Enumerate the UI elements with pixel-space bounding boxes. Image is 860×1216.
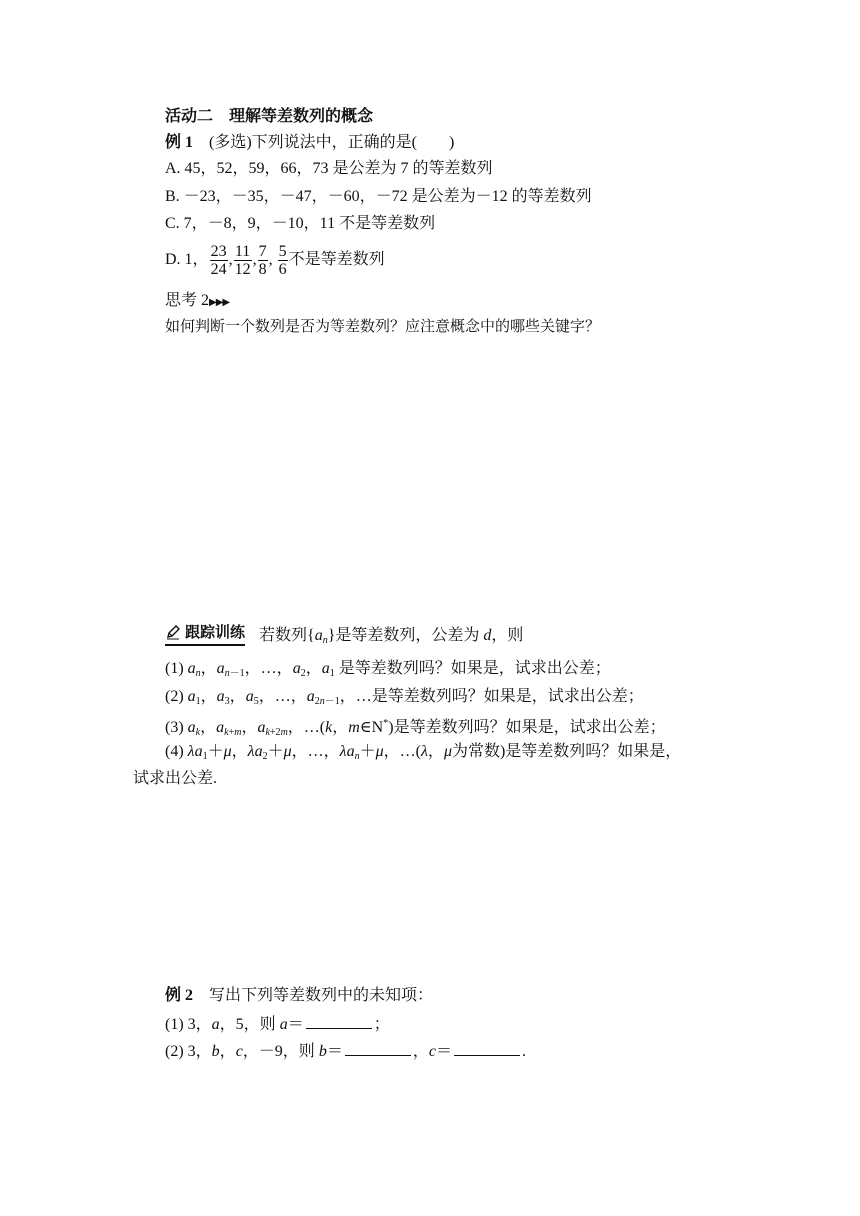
think2-question: 如何判断一个数列是否为等差数列？应注意概念中的哪些关键字？ bbox=[165, 317, 601, 335]
practice-q4: (4) $\lambda a_1+\mu$，$\lambda a_2+\mu$，…，$\lambda a_n+\mu$，…(λ，μ为常数)是等差数列吗？如果是， bbox=[165, 743, 682, 762]
practice-badge-label: 跟踪训练 bbox=[185, 623, 246, 641]
example1-option-b: B. －23，－35，－47，－60，－72 是公差为－12 的等差数列 bbox=[165, 188, 592, 205]
fraction: $\frac{11}{12}$ bbox=[234, 242, 251, 278]
triangle-arrows-icon: ▶▶▶ bbox=[209, 297, 230, 308]
option-d-suffix: 不是等差数列 bbox=[288, 251, 385, 268]
pencil-icon bbox=[165, 624, 181, 640]
practice-badge bbox=[165, 621, 245, 646]
practice-intro-text: 若数列{ bbox=[259, 627, 315, 644]
practice-q4-line2: 试求出公差. bbox=[133, 770, 218, 787]
activity-title: 活动二 理解等差数列的概念 bbox=[165, 108, 374, 125]
practice-q2: (2) $a_1$，$a_3$，$a_5$，…，$a_{2n-1}$，…是等差数列吗？如果是，试求出公差； bbox=[165, 688, 644, 707]
think2-heading bbox=[165, 290, 229, 314]
practice-intro-text: ，则 bbox=[491, 627, 524, 644]
example2-label: 例 2 bbox=[165, 987, 194, 1004]
example1-option-c: C. 7，－8，9，－10，11 不是等差数列 bbox=[165, 215, 436, 232]
answer-blank[interactable] bbox=[454, 1039, 520, 1056]
example1-option-a: A. 45，52，59，66，73 是公差为 7 的等差数列 bbox=[165, 160, 493, 177]
answer-blank[interactable] bbox=[306, 1012, 372, 1029]
option-d-prefix: D. 1， bbox=[165, 251, 209, 268]
fraction: $\frac{5}{6}$ bbox=[278, 242, 287, 278]
practice-intro: 跟踪训练 若数列$\{a_n\}$是等差数列，公差为 d，则 bbox=[165, 621, 523, 652]
answer-blank[interactable] bbox=[345, 1039, 411, 1056]
think2-label: 思考 2 bbox=[165, 292, 210, 309]
practice-intro-text: }是等差数列，公差为 bbox=[327, 627, 484, 644]
example1-stem: (多选)下列说法中，正确的是( ) bbox=[209, 134, 455, 151]
example2-stem: 写出下列等差数列中的未知项： bbox=[209, 987, 434, 1004]
example1-label: 例 1 bbox=[165, 134, 194, 151]
fraction: $\frac{7}{8}$ bbox=[258, 242, 267, 278]
practice-q1: (1) $a_n$，$a_{n-1}$，…，$a_2$，$a_1$ 是等差数列吗？如果是，试求出公差； bbox=[165, 660, 611, 679]
example2-stem-line bbox=[165, 985, 433, 1007]
example1-stem-line bbox=[165, 132, 454, 154]
example2-q1: (1) 3，a，5，则 a＝ ； bbox=[165, 1012, 390, 1036]
fraction: $\frac{23}{24}$ bbox=[210, 242, 227, 278]
practice-q3: (3) $a_k$，$a_{k+m}$，$a_{k+2m}$，…(k，m∈N*)是等差数列吗？如果是，试求出公差； bbox=[165, 718, 666, 738]
example1-option-d: D. 1， $\frac{23}{24}$ , $\frac{11}{12}$ , $\frac{7}{8}$ , $\frac{5}{6}$ 不是等差数列 bbox=[165, 242, 385, 278]
example2-q2: (2) 3，b，c，－9，则 b＝ ，c＝ . bbox=[165, 1039, 526, 1063]
